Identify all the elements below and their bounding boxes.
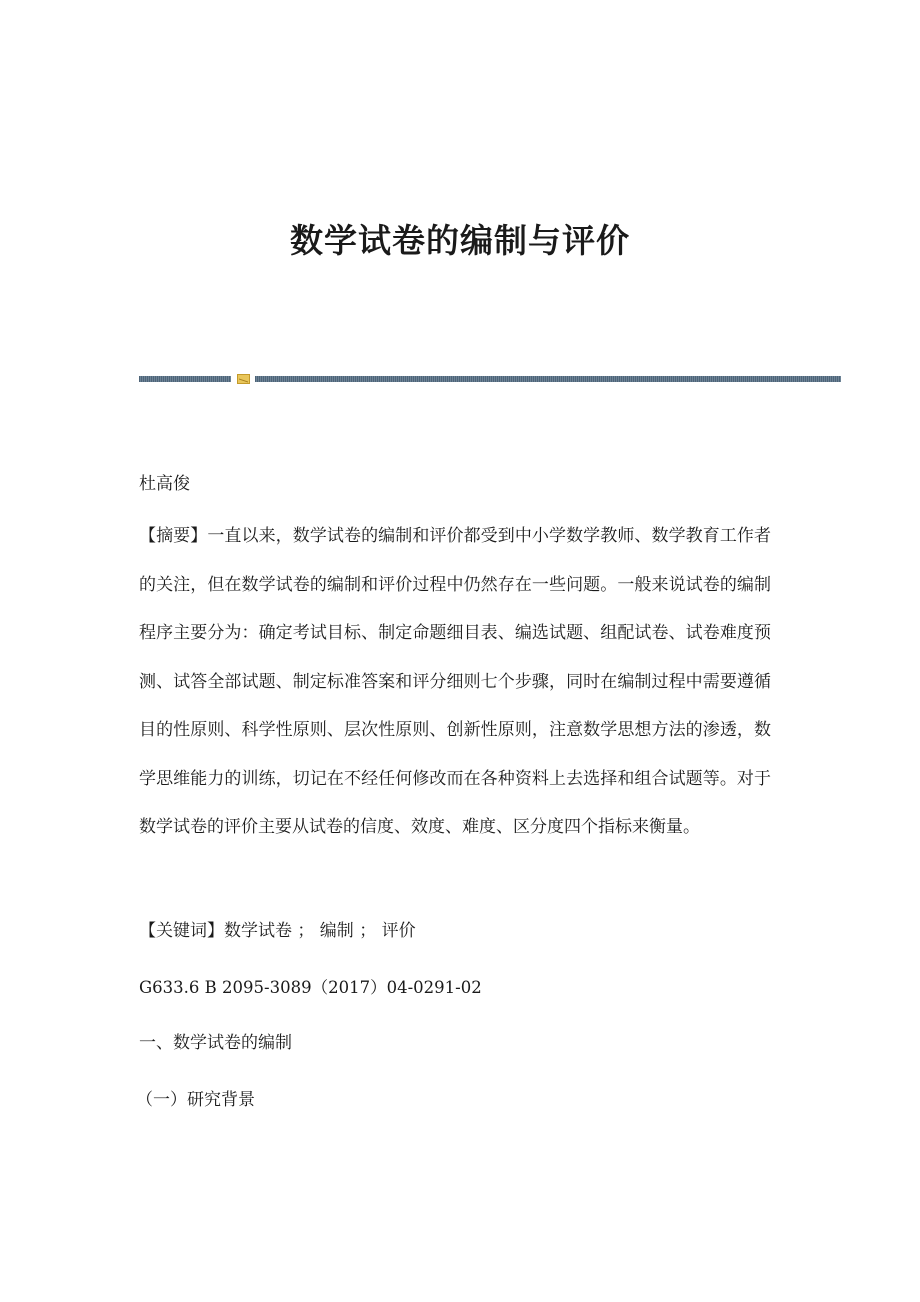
author-name: 杜高俊 — [139, 474, 190, 494]
title-divider — [139, 374, 841, 384]
subsection-heading: （一）研究背景 — [136, 1090, 255, 1110]
classification-code: G633.6 B 2095-3089（2017）04-0291-02 — [139, 978, 482, 997]
keywords-line: 【关键词】数学试卷 ； 编制 ； 评价 — [139, 921, 416, 941]
section-heading: 一、数学试卷的编制 — [139, 1033, 292, 1053]
divider-bar-right — [255, 376, 841, 382]
divider-bar-left — [139, 376, 231, 382]
abstract-paragraph: 【摘要】一直以来，数学试卷的编制和评价都受到中小学数学教师、数学教育工作者的关注，但在数学试卷的编制和评价过程中仍然存在一些问题。一般来说试卷的编制程序主要分为：确定考试目标、制定命题细目表、编选试题、组配试卷、试卷难度预测、试答全部试题、制定标准答案和评分细则七个步骤，同时在编制过程中需要遵循目的性原则、科学性原则、层次性原则、创新性原则，注意数学思想方法的渗透，数学思维能力的训练，切记在不经任何修改而在各种资料上去选择和组合试题等。对于数学试卷的评价主要从试卷的信度、效度、难度、区分度四个指标来衡量。 — [139, 526, 771, 837]
document-title: 数学试卷的编制与评价 — [290, 221, 630, 260]
envelope-icon — [237, 374, 250, 384]
